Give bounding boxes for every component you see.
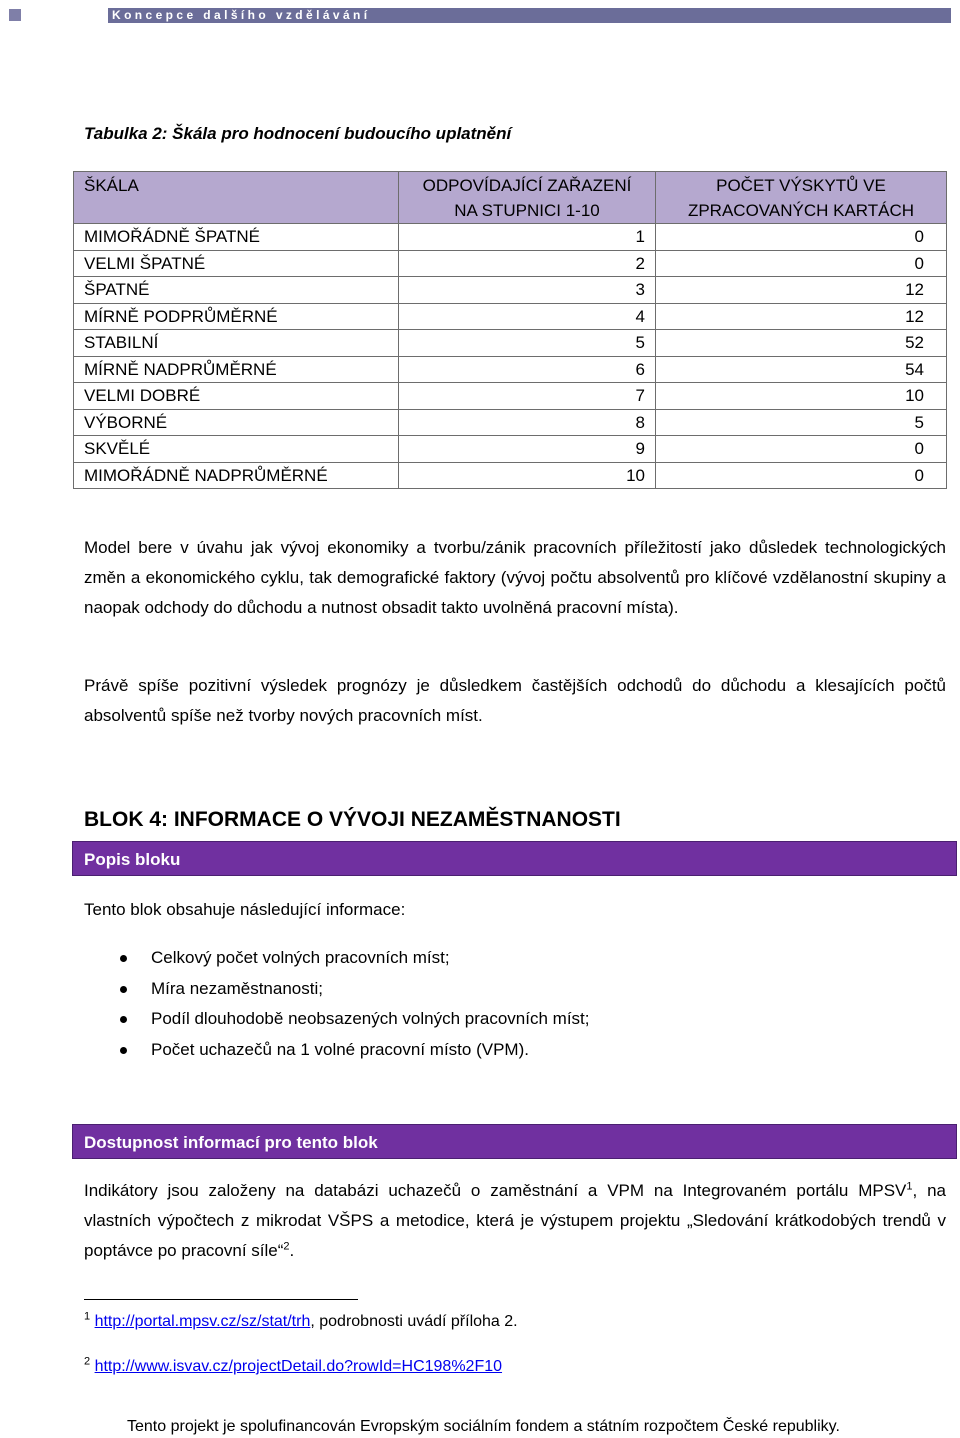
table-cell: 0 xyxy=(656,436,947,463)
header-square-decoration xyxy=(9,9,21,21)
list-item-text: Podíl dlouhodobě neobsazených volných pracovních míst; xyxy=(151,1009,590,1028)
table-cell: 6 xyxy=(399,356,656,383)
table-cell: 54 xyxy=(656,356,947,383)
table-cell: 5 xyxy=(399,330,656,357)
footnote-link[interactable]: http://www.isvav.cz/projectDetail.do?rowId=HC198%2F10 xyxy=(94,1358,503,1375)
page-footer: Tento projekt je spolufinancován Evropským sociálním fondem a státním rozpočtem České republiky. xyxy=(127,1418,840,1435)
table-cell: MÍRNĚ PODPRŮMĚRNÉ xyxy=(74,303,399,330)
table-cell: MIMOŘÁDNĚ NADPRŮMĚRNÉ xyxy=(74,462,399,489)
table-cell: 4 xyxy=(399,303,656,330)
table-row xyxy=(74,224,947,251)
table-cell: 0 xyxy=(656,250,947,277)
table-cell: 5 xyxy=(656,409,947,436)
table-cell: 0 xyxy=(656,224,947,251)
header-bar xyxy=(108,8,951,23)
table-header-cell: POČET VÝSKYTŮ VE ZPRACOVANÝCH KARTÁCH xyxy=(656,172,947,224)
table-cell: 3 xyxy=(399,277,656,304)
table-row xyxy=(74,330,947,357)
table-header-cell: ŠKÁLA xyxy=(74,172,399,224)
footnote-text: , podrobnosti uvádí příloha 2. xyxy=(310,1313,518,1330)
bullet-icon xyxy=(120,1047,127,1054)
table-cell: 9 xyxy=(399,436,656,463)
list-item-text: Počet uchazečů na 1 volné pracovní místo (VPM). xyxy=(151,1039,529,1059)
scale-table xyxy=(73,171,947,489)
footnote-2 xyxy=(84,1355,503,1376)
footnote-number: 2 xyxy=(84,1355,91,1368)
availability-text: Indikátory jsou založeny na databázi uchazečů o zaměstnání a VPM na Integrovaném portálu MPSV xyxy=(84,1181,907,1200)
table-row xyxy=(74,250,947,277)
table-cell: 0 xyxy=(656,462,947,489)
table-cell: VÝBORNÉ xyxy=(74,409,399,436)
footnote-ref: 1 xyxy=(906,1180,913,1193)
info-list xyxy=(84,943,590,1065)
table-cell: VELMI DOBRÉ xyxy=(74,383,399,410)
availability-text: , na vlastních výpočtech z mikrodat VŠPS a metodice, která je výstupem projektu „Sledování krátkodobých trendů v poptávce po pracovní síle“ xyxy=(84,1181,946,1260)
table-cell: 8 xyxy=(399,409,656,436)
list-item xyxy=(84,1035,590,1066)
table-cell: 10 xyxy=(399,462,656,489)
table-cell: VELMI ŠPATNÉ xyxy=(74,250,399,277)
availability-text: . xyxy=(289,1241,295,1260)
band-label: Popis bloku xyxy=(84,850,181,869)
header-title: Koncepce dalšího vzdělávání xyxy=(112,8,371,22)
table-row xyxy=(74,436,947,463)
table-cell: 7 xyxy=(399,383,656,410)
table-cell: ŠPATNÉ xyxy=(74,277,399,304)
paragraph-result: Právě spíše pozitivní výsledek prognózy je důsledkem častějších odchodů do důchodu a klesajících počtů absolventů spíše než tvorby nových pracovních míst. xyxy=(84,676,946,725)
band-label: Dostupnost informací pro tento blok xyxy=(84,1133,378,1152)
table-cell: SKVĚLÉ xyxy=(74,436,399,463)
section-band-description xyxy=(72,841,957,876)
footnote-1 xyxy=(84,1310,518,1331)
table-row xyxy=(74,356,947,383)
table-cell: 12 xyxy=(656,277,947,304)
footnote-separator xyxy=(84,1299,358,1300)
bullet-icon xyxy=(120,986,127,993)
list-item-text: Celkový počet volných pracovních míst; xyxy=(151,948,450,967)
list-item xyxy=(84,974,590,1005)
table-cell: STABILNÍ xyxy=(74,330,399,357)
table-caption: Tabulka 2: Škála pro hodnocení budoucího uplatnění xyxy=(84,124,512,143)
table-row xyxy=(74,462,947,489)
table-row xyxy=(74,409,947,436)
footnote-ref: 2 xyxy=(283,1240,290,1253)
block-intro: Tento blok obsahuje následující informace: xyxy=(84,900,406,919)
table-cell: 2 xyxy=(399,250,656,277)
section-heading: BLOK 4: INFORMACE O VÝVOJI NEZAMĚSTNANOSTI xyxy=(84,808,621,831)
bullet-icon xyxy=(120,1016,127,1023)
table-row xyxy=(74,303,947,330)
table-cell: MÍRNĚ NADPRŮMĚRNÉ xyxy=(74,356,399,383)
table-cell: 10 xyxy=(656,383,947,410)
table-cell: 1 xyxy=(399,224,656,251)
section-band-availability xyxy=(72,1124,957,1159)
table-cell: 52 xyxy=(656,330,947,357)
bullet-icon xyxy=(120,955,127,962)
table-header-row xyxy=(74,172,947,224)
table-row xyxy=(74,277,947,304)
table-row xyxy=(74,383,947,410)
list-item xyxy=(84,1004,590,1035)
availability-paragraph xyxy=(84,1176,946,1266)
table-header-cell: ODPOVÍDAJÍCÍ ZAŘAZENÍ NA STUPNICI 1-10 xyxy=(399,172,656,224)
footnote-number: 1 xyxy=(84,1310,91,1323)
table-cell: MIMOŘÁDNĚ ŠPATNÉ xyxy=(74,224,399,251)
list-item-text: Míra nezaměstnanosti; xyxy=(151,978,323,998)
paragraph-model: Model bere v úvahu jak vývoj ekonomiky a tvorbu/zánik pracovních příležitostí jako důsledek technologických změn a ekonomického cyklu, tak demografické faktory (vývoj počtu absolventů pro klíčové vzdělanostní skupiny a naopak odchody do důchodu a nutnost obsadit takto uvolněná pracovní místa). xyxy=(84,538,946,617)
footnote-link[interactable]: http://portal.mpsv.cz/sz/stat/trh xyxy=(94,1313,311,1330)
list-item xyxy=(84,943,590,974)
table-cell: 12 xyxy=(656,303,947,330)
